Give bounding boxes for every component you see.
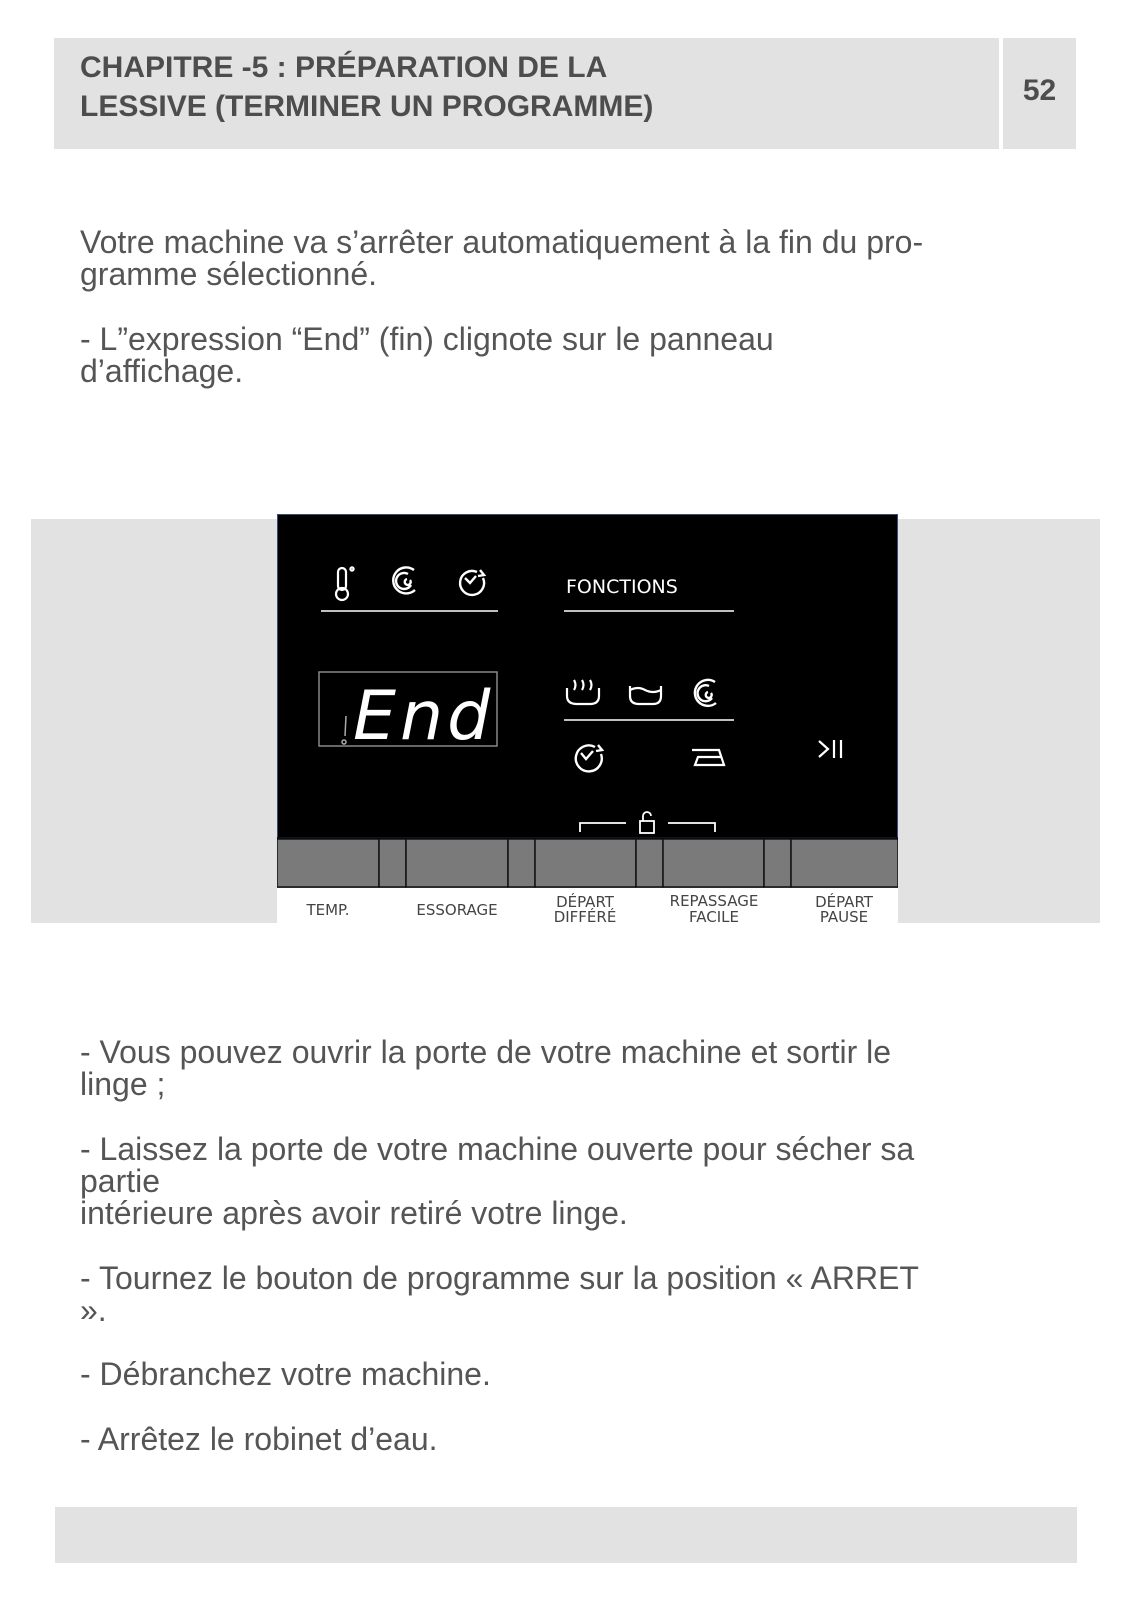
footer-bar: [55, 1507, 1077, 1563]
button-labels: [305, 892, 873, 923]
chapter-header: [54, 38, 999, 149]
intro-paragraph-1: Votre machine va s’arrêter automatiquement à la fin du pro- gramme sélectionné.: [80, 224, 924, 292]
depart-pause-button[interactable]: [791, 839, 898, 887]
button-strip: [277, 838, 898, 887]
button-separator: [764, 839, 791, 887]
button-label-temp: TEMP.: [306, 901, 350, 919]
button-label-depart: DÉPART: [556, 893, 614, 911]
button-separator: [379, 839, 406, 887]
step-3: - Tournez le bouton de programme sur la position « ARRET ».: [80, 1260, 919, 1328]
repassage-facile-button[interactable]: [663, 839, 764, 887]
temp-button[interactable]: [277, 839, 379, 887]
essorage-button[interactable]: [406, 839, 508, 887]
page-number: 52: [1022, 74, 1057, 107]
button-label-depart-2: DÉPART: [815, 893, 873, 911]
button-label-repassage: REPASSAGE: [669, 892, 759, 910]
button-label-facile: FACILE: [689, 908, 739, 923]
button-label-essorage: ESSORAGE: [416, 901, 498, 919]
functions-label: FONCTIONS: [566, 576, 678, 598]
intro-paragraph-2: - L”expression “End” (fin) clignote sur le panneau d’affichage.: [80, 321, 774, 389]
depart-differe-button[interactable]: [535, 839, 636, 887]
step-5: - Arrêtez le robinet d’eau.: [80, 1421, 438, 1457]
chapter-title: CHAPITRE -5 : PRÉPARATION DE LA LESSIVE (TERMINER UN PROGRAMME): [80, 51, 654, 123]
step-2: - Laissez la porte de votre machine ouverte pour sécher sa partie intérieure après avoir retiré votre linge.: [80, 1131, 915, 1231]
display-end-text: End: [353, 677, 495, 756]
step-4: - Débranchez votre machine.: [80, 1356, 491, 1392]
button-label-differe: DIFFÉRÉ: [553, 908, 617, 923]
step-1: - Vous pouvez ouvrir la porte de votre machine et sortir le linge ;: [80, 1034, 892, 1102]
page-number-box: [1003, 38, 1076, 149]
control-panel-illustration: [277, 514, 898, 923]
control-panel-svg: [277, 514, 898, 923]
button-separator: [508, 839, 535, 887]
button-label-pause: PAUSE: [819, 908, 869, 923]
button-separator: [636, 839, 663, 887]
